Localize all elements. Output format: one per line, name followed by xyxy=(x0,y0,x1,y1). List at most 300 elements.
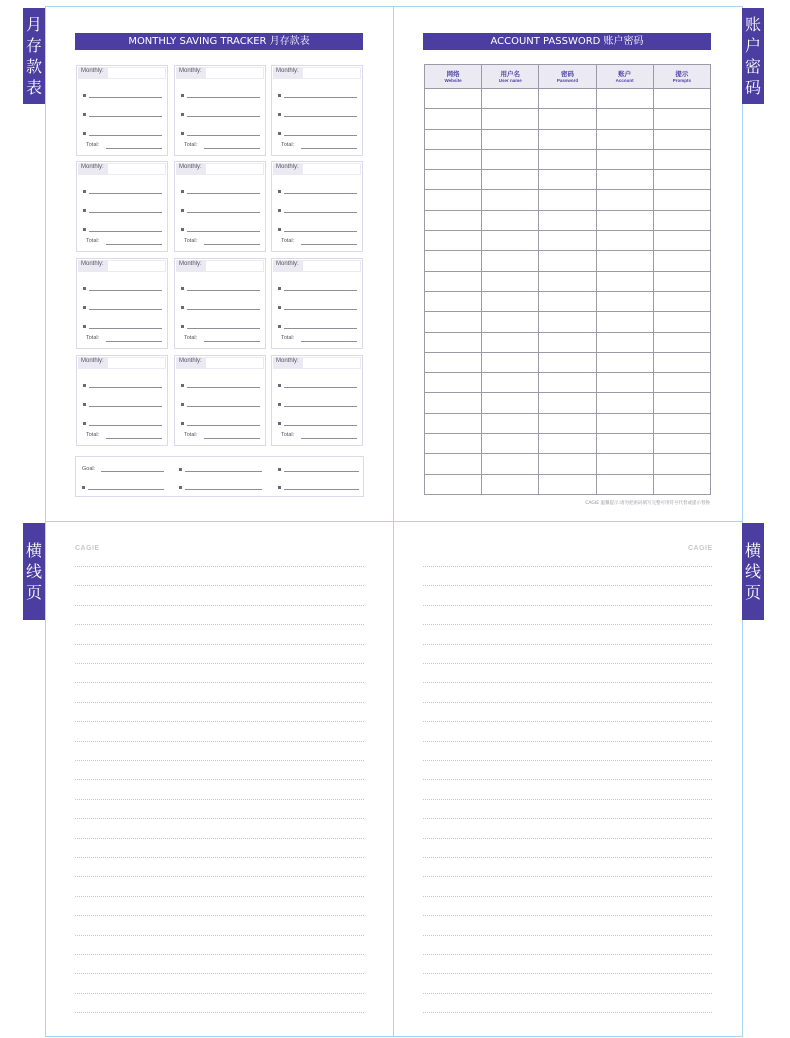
tab-char: 横 xyxy=(744,541,761,560)
bullet-icon xyxy=(83,190,86,193)
tab-char: 款 xyxy=(25,57,42,76)
column-cn: 提示 xyxy=(675,69,689,78)
table-cell[interactable] xyxy=(425,312,482,332)
table-cell[interactable] xyxy=(539,89,596,109)
savings-entry[interactable] xyxy=(181,422,260,426)
column-header-website xyxy=(425,65,482,89)
total-label: Total: xyxy=(184,142,198,148)
table-cell[interactable] xyxy=(596,89,653,109)
ruled-line xyxy=(423,857,712,858)
table-cell[interactable] xyxy=(539,149,596,169)
table-cell[interactable] xyxy=(539,129,596,149)
total-field[interactable] xyxy=(184,432,260,440)
table-cell[interactable] xyxy=(539,271,596,291)
ruled-line xyxy=(423,663,712,664)
table-cell[interactable] xyxy=(425,434,482,454)
savings-entry[interactable] xyxy=(278,113,357,117)
table-cell[interactable] xyxy=(596,474,653,494)
table-cell[interactable] xyxy=(596,251,653,271)
monthly-savings-card xyxy=(174,258,266,349)
column-en: Prompts xyxy=(672,77,691,83)
monthly-savings-card xyxy=(76,161,168,252)
bullet-icon xyxy=(278,403,281,406)
savings-entry[interactable] xyxy=(83,113,162,117)
table-cell[interactable] xyxy=(425,474,482,494)
table-cell[interactable] xyxy=(539,109,596,129)
savings-entry[interactable] xyxy=(83,190,162,194)
ruled-line xyxy=(423,605,712,606)
bullet-icon xyxy=(181,403,184,406)
goal-item[interactable] xyxy=(179,484,262,490)
tab-char: 户 xyxy=(744,36,761,55)
table-cell[interactable] xyxy=(539,312,596,332)
table-cell[interactable] xyxy=(596,413,653,433)
total-field[interactable] xyxy=(86,142,162,150)
table-cell[interactable] xyxy=(425,291,482,311)
table-cell[interactable] xyxy=(596,434,653,454)
month-field[interactable] xyxy=(108,68,165,78)
month-field[interactable] xyxy=(108,358,165,368)
bullet-icon xyxy=(278,384,281,387)
total-label: Total: xyxy=(184,432,198,438)
table-cell[interactable] xyxy=(482,251,539,271)
savings-entry[interactable] xyxy=(83,325,162,329)
bullet-icon xyxy=(83,306,86,309)
bullet-icon xyxy=(181,325,184,328)
total-field[interactable] xyxy=(86,238,162,246)
bullet-icon xyxy=(181,287,184,290)
month-label: Monthly: xyxy=(276,261,299,267)
monthly-savings-card xyxy=(174,355,266,446)
table-cell[interactable] xyxy=(425,454,482,474)
table-cell[interactable] xyxy=(425,373,482,393)
tab-char: 存 xyxy=(25,36,42,55)
savings-entry[interactable] xyxy=(278,325,357,329)
savings-entry[interactable] xyxy=(83,422,162,426)
month-label: Monthly: xyxy=(81,164,104,170)
goal-item[interactable] xyxy=(278,484,359,490)
month-field[interactable] xyxy=(206,261,263,271)
bullet-icon xyxy=(83,94,86,97)
bullet-icon xyxy=(181,209,184,212)
table-cell[interactable] xyxy=(539,190,596,210)
monthly-savings-card xyxy=(174,65,266,156)
monthly-savings-card xyxy=(76,258,168,349)
table-cell[interactable] xyxy=(596,393,653,413)
total-label: Total: xyxy=(184,238,198,244)
month-field[interactable] xyxy=(108,261,165,271)
bullet-icon xyxy=(181,228,184,231)
ruled-line xyxy=(75,896,364,897)
bullet-icon xyxy=(83,209,86,212)
table-cell[interactable] xyxy=(425,271,482,291)
savings-entry[interactable] xyxy=(278,287,357,291)
table-row xyxy=(425,393,711,413)
table-cell[interactable] xyxy=(653,393,710,413)
table-cell[interactable] xyxy=(482,210,539,230)
savings-entry[interactable] xyxy=(278,209,357,213)
card-header xyxy=(273,260,361,272)
table-cell[interactable] xyxy=(482,291,539,311)
column-header-prompts xyxy=(653,65,710,89)
table-cell[interactable] xyxy=(482,332,539,352)
table-row xyxy=(425,312,711,332)
table-cell[interactable] xyxy=(482,89,539,109)
table-cell[interactable] xyxy=(653,231,710,251)
table-cell[interactable] xyxy=(596,190,653,210)
table-cell[interactable] xyxy=(596,291,653,311)
month-label: Monthly: xyxy=(81,261,104,267)
savings-entry[interactable] xyxy=(181,306,260,310)
card-header xyxy=(78,260,166,272)
savings-entry[interactable] xyxy=(181,325,260,329)
bullet-icon xyxy=(278,486,281,489)
month-field[interactable] xyxy=(303,358,360,368)
month-label: Monthly: xyxy=(179,68,202,74)
table-cell[interactable] xyxy=(596,352,653,372)
table-cell[interactable] xyxy=(653,312,710,332)
table-cell[interactable] xyxy=(539,373,596,393)
total-field[interactable] xyxy=(281,142,357,150)
ruled-lines-right[interactable] xyxy=(423,548,712,1018)
ruled-line xyxy=(75,915,364,916)
table-cell[interactable] xyxy=(425,352,482,372)
savings-entry[interactable] xyxy=(181,287,260,291)
column-header-account xyxy=(596,65,653,89)
savings-entry[interactable] xyxy=(83,132,162,136)
table-cell[interactable] xyxy=(482,413,539,433)
table-cell[interactable] xyxy=(539,474,596,494)
savings-entry[interactable] xyxy=(181,132,260,136)
table-cell[interactable] xyxy=(653,352,710,372)
table-cell[interactable] xyxy=(482,454,539,474)
tab-lined-right[interactable] xyxy=(742,523,764,620)
table-row xyxy=(425,332,711,352)
goal-line[interactable] xyxy=(101,466,164,472)
tab-savings[interactable] xyxy=(23,8,45,104)
table-cell[interactable] xyxy=(539,393,596,413)
table-cell[interactable] xyxy=(653,373,710,393)
total-field[interactable] xyxy=(281,335,357,343)
monthly-savings-card xyxy=(76,355,168,446)
ruled-line xyxy=(75,644,364,645)
table-cell[interactable] xyxy=(425,149,482,169)
table-cell[interactable] xyxy=(596,231,653,251)
bullet-icon xyxy=(181,94,184,97)
total-field[interactable] xyxy=(184,335,260,343)
table-cell[interactable] xyxy=(482,170,539,190)
table-cell[interactable] xyxy=(539,251,596,271)
month-field[interactable] xyxy=(303,261,360,271)
ruled-line xyxy=(423,935,712,936)
ruled-line xyxy=(75,954,364,955)
bullet-icon xyxy=(181,384,184,387)
table-row xyxy=(425,454,711,474)
tab-accounts[interactable] xyxy=(742,8,764,104)
table-row xyxy=(425,89,711,109)
savings-title: MONTHLY SAVING TRACKER 月存款表 xyxy=(75,33,363,50)
savings-entry[interactable] xyxy=(181,113,260,117)
ruled-line xyxy=(75,818,364,819)
ruled-line xyxy=(75,838,364,839)
ruled-line xyxy=(423,702,712,703)
monthly-savings-card xyxy=(271,161,363,252)
bullet-icon xyxy=(83,422,86,425)
table-row xyxy=(425,190,711,210)
table-cell[interactable] xyxy=(425,89,482,109)
table-cell[interactable] xyxy=(482,393,539,413)
table-cell[interactable] xyxy=(482,129,539,149)
total-field[interactable] xyxy=(184,238,260,246)
total-field[interactable] xyxy=(281,432,357,440)
bullet-icon xyxy=(278,94,281,97)
savings-entry[interactable] xyxy=(83,209,162,213)
bullet-icon xyxy=(82,486,85,489)
card-header xyxy=(78,357,166,369)
tab-char: 月 xyxy=(25,15,42,34)
table-cell[interactable] xyxy=(539,434,596,454)
table-cell[interactable] xyxy=(482,109,539,129)
savings-entry[interactable] xyxy=(181,228,260,232)
table-row xyxy=(425,434,711,454)
password-table xyxy=(424,64,711,495)
table-cell[interactable] xyxy=(425,413,482,433)
savings-entry[interactable] xyxy=(181,384,260,388)
table-cell[interactable] xyxy=(425,231,482,251)
total-field[interactable] xyxy=(86,432,162,440)
ruled-line xyxy=(423,896,712,897)
table-row xyxy=(425,474,711,494)
table-cell[interactable] xyxy=(596,109,653,129)
ruled-line xyxy=(423,818,712,819)
table-cell[interactable] xyxy=(482,312,539,332)
ruled-line xyxy=(423,644,712,645)
total-field[interactable] xyxy=(184,142,260,150)
table-cell[interactable] xyxy=(653,129,710,149)
table-cell[interactable] xyxy=(539,231,596,251)
table-cell[interactable] xyxy=(596,271,653,291)
table-cell[interactable] xyxy=(539,454,596,474)
ruled-line xyxy=(423,1012,712,1013)
savings-entry[interactable] xyxy=(278,94,357,98)
ruled-line xyxy=(75,760,364,761)
total-field[interactable] xyxy=(281,238,357,246)
table-cell[interactable] xyxy=(653,454,710,474)
month-label: Monthly: xyxy=(179,261,202,267)
savings-entry[interactable] xyxy=(278,190,357,194)
ruled-line xyxy=(423,973,712,974)
tab-char: 码 xyxy=(744,78,761,97)
ruled-line xyxy=(423,760,712,761)
card-header xyxy=(273,163,361,175)
table-cell[interactable] xyxy=(425,251,482,271)
table-cell[interactable] xyxy=(482,352,539,372)
table-cell[interactable] xyxy=(653,109,710,129)
table-row xyxy=(425,373,711,393)
bullet-icon xyxy=(83,287,86,290)
bullet-icon xyxy=(278,132,281,135)
total-label: Total: xyxy=(281,432,295,438)
goal-box xyxy=(75,456,364,497)
table-cell[interactable] xyxy=(425,332,482,352)
table-cell[interactable] xyxy=(425,210,482,230)
table-row xyxy=(425,129,711,149)
table-cell[interactable] xyxy=(653,149,710,169)
bullet-icon xyxy=(83,228,86,231)
savings-entry[interactable] xyxy=(181,403,260,407)
table-cell[interactable] xyxy=(539,332,596,352)
table-cell[interactable] xyxy=(596,149,653,169)
table-cell[interactable] xyxy=(653,332,710,352)
goal-item[interactable] xyxy=(278,466,359,472)
table-row xyxy=(425,271,711,291)
ruled-line xyxy=(75,779,364,780)
table-cell[interactable] xyxy=(596,332,653,352)
tab-char: 账 xyxy=(744,15,761,34)
table-cell[interactable] xyxy=(425,393,482,413)
table-row xyxy=(425,251,711,271)
savings-entry[interactable] xyxy=(83,384,162,388)
table-cell[interactable] xyxy=(653,474,710,494)
month-label: Monthly: xyxy=(179,358,202,364)
savings-entry[interactable] xyxy=(83,94,162,98)
brand-mark-right: CAGIE xyxy=(688,545,713,552)
savings-entry[interactable] xyxy=(181,190,260,194)
ruled-line xyxy=(423,993,712,994)
ruled-line xyxy=(75,605,364,606)
table-cell[interactable] xyxy=(539,352,596,372)
bullet-icon xyxy=(278,325,281,328)
table-cell[interactable] xyxy=(482,474,539,494)
bullet-icon xyxy=(278,468,281,471)
total-label: Total: xyxy=(86,238,100,244)
total-label: Total: xyxy=(86,142,100,148)
table-cell[interactable] xyxy=(425,109,482,129)
bullet-icon xyxy=(83,113,86,116)
month-field[interactable] xyxy=(206,358,263,368)
goal-item[interactable] xyxy=(179,466,262,472)
column-en: Password xyxy=(556,77,579,83)
column-cn: 网络 xyxy=(446,69,460,78)
savings-entry[interactable] xyxy=(278,384,357,388)
ruled-line xyxy=(423,741,712,742)
savings-entry[interactable] xyxy=(181,209,260,213)
brand-mark-left: CAGIE xyxy=(75,545,100,552)
monthly-savings-card xyxy=(271,258,363,349)
month-field[interactable] xyxy=(303,164,360,174)
bullet-icon xyxy=(278,190,281,193)
table-cell[interactable] xyxy=(482,434,539,454)
table-cell[interactable] xyxy=(653,170,710,190)
ruled-line xyxy=(423,799,712,800)
ruled-line xyxy=(423,838,712,839)
savings-entry[interactable] xyxy=(83,403,162,407)
bullet-icon xyxy=(83,384,86,387)
tab-char: 横 xyxy=(25,541,42,560)
month-field[interactable] xyxy=(206,164,263,174)
month-field[interactable] xyxy=(108,164,165,174)
ruled-line xyxy=(75,702,364,703)
table-cell[interactable] xyxy=(425,129,482,149)
table-cell[interactable] xyxy=(482,149,539,169)
table-cell[interactable] xyxy=(539,210,596,230)
ruled-line xyxy=(423,566,712,567)
table-cell[interactable] xyxy=(482,271,539,291)
table-cell[interactable] xyxy=(539,413,596,433)
table-cell[interactable] xyxy=(596,210,653,230)
ruled-lines-left[interactable] xyxy=(75,548,364,1018)
table-cell[interactable] xyxy=(482,373,539,393)
savings-entry[interactable] xyxy=(278,422,357,426)
table-cell[interactable] xyxy=(596,373,653,393)
table-cell[interactable] xyxy=(653,413,710,433)
table-cell[interactable] xyxy=(425,170,482,190)
table-cell[interactable] xyxy=(653,291,710,311)
password-footnote: CAGIE 温馨提示:请勿把密码填写完整可用符号代替或提示替换 xyxy=(585,501,710,506)
table-cell[interactable] xyxy=(653,190,710,210)
savings-entry[interactable] xyxy=(278,306,357,310)
table-cell[interactable] xyxy=(653,251,710,271)
month-field[interactable] xyxy=(303,68,360,78)
month-field[interactable] xyxy=(206,68,263,78)
table-row xyxy=(425,352,711,372)
savings-entry[interactable] xyxy=(278,228,357,232)
goal-item[interactable] xyxy=(82,484,164,490)
total-field[interactable] xyxy=(86,335,162,343)
table-cell[interactable] xyxy=(596,454,653,474)
column-en: User name xyxy=(498,77,522,83)
savings-entry[interactable] xyxy=(83,287,162,291)
table-cell[interactable] xyxy=(596,170,653,190)
table-cell[interactable] xyxy=(653,271,710,291)
ruled-line xyxy=(423,585,712,586)
tab-char: 页 xyxy=(744,583,761,602)
ruled-line xyxy=(75,624,364,625)
ruled-line xyxy=(75,993,364,994)
table-cell[interactable] xyxy=(596,129,653,149)
column-en: Account xyxy=(615,77,634,83)
table-row xyxy=(425,149,711,169)
card-header xyxy=(273,67,361,79)
table-cell[interactable] xyxy=(482,190,539,210)
table-cell[interactable] xyxy=(539,170,596,190)
table-cell[interactable] xyxy=(653,434,710,454)
column-header-username xyxy=(482,65,539,89)
tab-lined-left[interactable] xyxy=(23,523,45,620)
monthly-savings-card xyxy=(271,355,363,446)
bullet-icon xyxy=(181,190,184,193)
card-header xyxy=(78,67,166,79)
table-cell[interactable] xyxy=(653,89,710,109)
month-label: Monthly: xyxy=(276,358,299,364)
table-cell[interactable] xyxy=(596,312,653,332)
table-cell[interactable] xyxy=(482,231,539,251)
savings-entry[interactable] xyxy=(83,228,162,232)
bullet-icon xyxy=(83,403,86,406)
bullet-icon xyxy=(83,132,86,135)
table-cell[interactable] xyxy=(539,291,596,311)
savings-entry[interactable] xyxy=(83,306,162,310)
ruled-line xyxy=(423,779,712,780)
savings-entry[interactable] xyxy=(278,403,357,407)
ruled-line xyxy=(423,876,712,877)
savings-entry[interactable] xyxy=(181,94,260,98)
monthly-savings-card xyxy=(271,65,363,156)
month-label: Monthly: xyxy=(276,164,299,170)
table-cell[interactable] xyxy=(425,190,482,210)
savings-entry[interactable] xyxy=(278,132,357,136)
table-cell[interactable] xyxy=(653,210,710,230)
